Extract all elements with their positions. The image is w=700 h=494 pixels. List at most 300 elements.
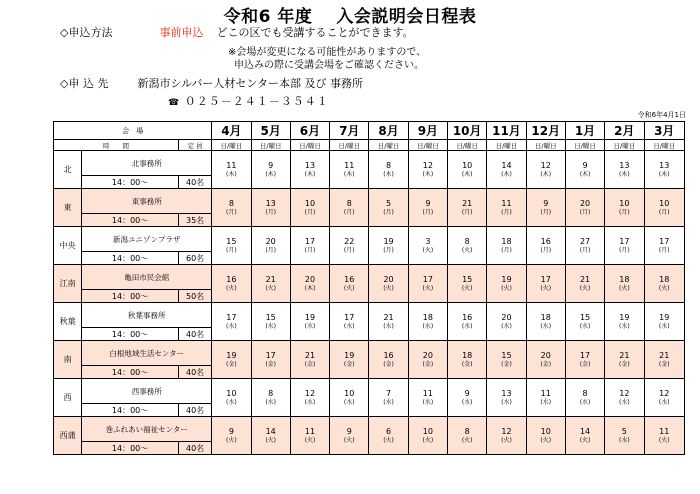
date-cell	[565, 417, 604, 455]
date-cell	[212, 379, 251, 417]
date-weekday: (火)	[658, 284, 670, 292]
date-weekday: (木)	[579, 170, 591, 178]
date-weekday: (火)	[422, 284, 434, 292]
date-day: 16	[540, 236, 551, 246]
date-day: 20	[540, 350, 551, 360]
venue-cell: 秋葉事務所	[82, 303, 212, 328]
date-cell	[605, 151, 644, 189]
date-cell	[605, 417, 644, 455]
date-day: 19	[619, 312, 630, 322]
date-day: 12	[540, 160, 551, 170]
table-row	[54, 379, 685, 404]
date-cell	[251, 379, 290, 417]
date-day: 10	[619, 198, 630, 208]
capacity-cell: 40名	[178, 328, 211, 341]
date-weekday: (月)	[579, 246, 591, 254]
date-day: 17	[659, 236, 670, 246]
table-row	[54, 151, 685, 176]
date-weekday: (月)	[501, 246, 512, 254]
date-weekday: (金)	[383, 360, 394, 368]
apply-method-highlight: 事前申込	[159, 26, 204, 39]
date-weekday: (木)	[658, 170, 670, 178]
date-day: 9	[346, 426, 352, 436]
date-cell	[448, 341, 487, 379]
date-cell	[212, 151, 251, 189]
date-cell	[526, 265, 565, 303]
weekday-header: 日/曜日	[644, 140, 685, 151]
date-cell	[290, 227, 329, 265]
apply-to-text: 新潟市シルバー人材センター本部 及び 事務所	[137, 77, 363, 90]
date-cell	[644, 151, 685, 189]
date-cell	[330, 227, 369, 265]
date-day: 12	[659, 388, 670, 398]
month-header: 4月	[212, 122, 251, 140]
date-cell	[565, 379, 604, 417]
date-cell	[212, 227, 251, 265]
date-cell	[487, 379, 526, 417]
date-day: 5	[621, 426, 627, 436]
weekday-header: 日/曜日	[408, 140, 447, 151]
date-day: 10	[304, 198, 316, 208]
date-cell	[487, 303, 526, 341]
date-cell	[565, 227, 604, 265]
date-day: 18	[501, 236, 512, 246]
date-weekday: (水)	[265, 398, 277, 406]
month-header: 12月	[526, 122, 565, 140]
apply-method-label: ◇申込方法	[60, 26, 113, 39]
date-day: 3	[425, 236, 431, 246]
date-cell	[369, 151, 408, 189]
date-cell	[369, 227, 408, 265]
date-day: 11	[422, 388, 433, 398]
date-weekday: (木)	[422, 170, 434, 178]
date-day: 9	[425, 198, 431, 208]
date-day: 9	[268, 160, 274, 170]
date-cell	[644, 341, 685, 379]
date-cell	[526, 379, 565, 417]
header-row-months	[54, 122, 685, 140]
date-day: 9	[228, 426, 234, 436]
date-day: 13	[659, 160, 670, 170]
date-day: 7	[386, 388, 392, 398]
date-day: 11	[344, 160, 355, 170]
date-cell	[605, 189, 644, 227]
date-weekday: (月)	[619, 208, 630, 216]
date-day: 17	[422, 274, 433, 284]
date-cell	[251, 189, 290, 227]
date-day: 9	[582, 160, 588, 170]
date-cell	[330, 341, 369, 379]
date-day: 18	[619, 274, 630, 284]
weekday-header: 日/曜日	[526, 140, 565, 151]
date-day: 22	[344, 236, 355, 246]
venue-cell: 西事務所	[82, 379, 212, 404]
date-weekday: (水)	[343, 398, 355, 406]
date-day: 21	[383, 312, 394, 322]
venue-cell: 新潟ユニゾンプラザ	[82, 227, 212, 252]
area-cell: 東	[54, 189, 82, 227]
date-cell	[290, 417, 329, 455]
date-cell	[448, 151, 487, 189]
date-weekday: (火)	[461, 284, 473, 292]
date-weekday: (水)	[619, 436, 630, 444]
date-cell	[369, 379, 408, 417]
date-cell	[290, 265, 329, 303]
date-cell	[605, 379, 644, 417]
date-day: 15	[462, 274, 473, 284]
weekday-header: 日/曜日	[251, 140, 290, 151]
date-weekday: (水)	[461, 398, 473, 406]
date-day: 19	[344, 350, 355, 360]
date-cell	[565, 189, 604, 227]
time-cell: 14：00～	[82, 404, 179, 417]
month-header: 5月	[251, 122, 290, 140]
date-cell	[644, 227, 685, 265]
date-weekday: (火)	[226, 436, 237, 444]
date-day: 15	[226, 236, 237, 246]
date-day: 21	[619, 350, 630, 360]
date-weekday: (月)	[265, 246, 277, 254]
date-cell	[526, 189, 565, 227]
date-day: 20	[579, 198, 591, 208]
date-weekday: (金)	[422, 360, 434, 368]
date-day: 21	[659, 350, 670, 360]
date-weekday: (木)	[265, 170, 277, 178]
weekday-header: 日/曜日	[212, 140, 251, 151]
phone-number: ０２５－２４１－３５４１	[184, 95, 329, 108]
weekday-header: 日/曜日	[369, 140, 408, 151]
date-cell	[448, 189, 487, 227]
date-day: 18	[659, 274, 670, 284]
date-cell	[212, 417, 251, 455]
header-row-sub	[54, 140, 685, 151]
date-cell	[290, 341, 329, 379]
date-weekday: (火)	[422, 436, 434, 444]
date-cell	[290, 303, 329, 341]
date-weekday: (月)	[383, 246, 394, 254]
schedule-table-body	[54, 122, 685, 455]
area-cell: 西	[54, 379, 82, 417]
date-cell	[487, 265, 526, 303]
date-day: 13	[265, 198, 276, 208]
date-day: 13	[619, 160, 630, 170]
date-cell	[408, 417, 447, 455]
date-day: 11	[659, 426, 670, 436]
date-day: 8	[268, 388, 274, 398]
date-day: 17	[304, 236, 316, 246]
date-weekday: (金)	[265, 360, 277, 368]
month-header: 6月	[290, 122, 329, 140]
time-cell: 14：00～	[82, 252, 179, 265]
date-weekday: (火)	[501, 436, 512, 444]
date-day: 18	[462, 350, 473, 360]
date-day: 20	[265, 236, 276, 246]
time-cell: 14：00～	[82, 366, 179, 379]
date-weekday: (木)	[461, 170, 473, 178]
apply-method-text: どこの区でも受講することができます。	[216, 26, 414, 39]
date-cell	[448, 227, 487, 265]
date-day: 17	[344, 312, 355, 322]
date-weekday: (火)	[383, 436, 394, 444]
date-day: 16	[344, 274, 355, 284]
date-cell	[251, 265, 290, 303]
date-day: 27	[579, 236, 591, 246]
date-cell	[251, 303, 290, 341]
date-cell	[212, 341, 251, 379]
date-day: 11	[501, 198, 512, 208]
date-weekday: (月)	[501, 208, 512, 216]
apply-to-label: ◇申 込 先	[60, 77, 109, 90]
venue-cell: 白根地域生活センター	[82, 341, 212, 366]
date-cell	[330, 189, 369, 227]
date-weekday: (木)	[540, 170, 552, 178]
date-day: 10	[226, 388, 237, 398]
date-day: 8	[464, 426, 470, 436]
date-weekday: (水)	[619, 322, 630, 330]
capacity-header: 定 員	[178, 140, 211, 151]
table-row	[54, 417, 685, 442]
date-day: 19	[501, 274, 512, 284]
date-cell	[487, 151, 526, 189]
area-cell: 江南	[54, 265, 82, 303]
date-day: 12	[619, 388, 630, 398]
area-cell: 中央	[54, 227, 82, 265]
date-day: 17	[619, 236, 630, 246]
date-cell	[330, 303, 369, 341]
date-day: 17	[540, 274, 551, 284]
date-day: 21	[304, 350, 316, 360]
date-weekday: (火)	[658, 436, 670, 444]
date-weekday: (月)	[658, 208, 670, 216]
date-cell	[330, 151, 369, 189]
month-header: 11月	[487, 122, 526, 140]
date-weekday: (月)	[226, 208, 237, 216]
time-cell: 14：00～	[82, 290, 179, 303]
date-weekday: (水)	[540, 322, 552, 330]
date-weekday: (火)	[343, 436, 355, 444]
date-weekday: (火)	[619, 284, 630, 292]
date-day: 8	[464, 236, 470, 246]
date-cell	[487, 341, 526, 379]
date-cell	[408, 151, 447, 189]
issue-date: 令和6年4月1日	[637, 111, 686, 119]
area-cell: 秋葉	[54, 303, 82, 341]
date-weekday: (月)	[343, 246, 355, 254]
date-cell	[605, 265, 644, 303]
date-cell	[251, 341, 290, 379]
page-title: 令和6 年度 入会説明会日程表	[223, 7, 477, 27]
date-weekday: (金)	[501, 360, 512, 368]
date-weekday: (火)	[461, 246, 473, 254]
date-cell	[251, 227, 290, 265]
month-header: 2月	[605, 122, 644, 140]
date-cell	[251, 417, 290, 455]
date-cell	[605, 303, 644, 341]
date-weekday: (水)	[658, 398, 670, 406]
table-row	[54, 341, 685, 366]
date-cell	[448, 417, 487, 455]
date-day: 18	[540, 312, 551, 322]
time-cell: 14：00～	[82, 214, 179, 227]
date-weekday: (水)	[265, 322, 277, 330]
date-day: 20	[383, 274, 394, 284]
date-day: 19	[659, 312, 670, 322]
date-cell	[605, 341, 644, 379]
phone-line	[168, 93, 329, 109]
notice-line-2: 申込みの際に受講会場をご確認ください。	[234, 60, 424, 71]
date-day: 16	[226, 274, 237, 284]
date-day: 10	[462, 160, 473, 170]
date-cell	[251, 151, 290, 189]
capacity-cell: 50名	[178, 290, 211, 303]
date-day: 15	[501, 350, 512, 360]
date-cell	[448, 303, 487, 341]
date-cell	[565, 265, 604, 303]
date-cell	[526, 417, 565, 455]
date-weekday: (月)	[658, 246, 670, 254]
date-cell	[408, 379, 447, 417]
date-day: 17	[579, 350, 591, 360]
date-weekday: (水)	[383, 398, 394, 406]
date-weekday: (火)	[422, 246, 434, 254]
date-day: 17	[265, 350, 276, 360]
date-cell	[605, 227, 644, 265]
month-header: 8月	[369, 122, 408, 140]
date-cell	[330, 417, 369, 455]
date-weekday: (水)	[383, 322, 394, 330]
date-weekday: (火)	[265, 284, 277, 292]
date-weekday: (水)	[422, 398, 434, 406]
date-cell	[212, 265, 251, 303]
date-cell	[448, 379, 487, 417]
date-cell	[408, 303, 447, 341]
date-weekday: (火)	[579, 284, 591, 292]
date-weekday: (金)	[540, 360, 552, 368]
date-cell	[565, 151, 604, 189]
weekday-header: 日/曜日	[605, 140, 644, 151]
apply-method-line	[60, 24, 414, 40]
notice-line-1: ※会場が変更になる可能性がありますので、	[228, 47, 427, 58]
area-cell: 北	[54, 151, 82, 189]
date-cell	[644, 265, 685, 303]
date-day: 6	[386, 426, 392, 436]
date-cell	[526, 303, 565, 341]
date-day: 10	[344, 388, 355, 398]
date-day: 12	[422, 160, 433, 170]
date-weekday: (火)	[265, 436, 277, 444]
date-weekday: (月)	[304, 208, 316, 216]
date-weekday: (木)	[304, 170, 316, 178]
date-day: 11	[304, 426, 316, 436]
date-cell	[487, 189, 526, 227]
date-day: 19	[304, 312, 316, 322]
date-weekday: (水)	[540, 398, 552, 406]
date-day: 8	[228, 198, 234, 208]
date-day: 14	[579, 426, 591, 436]
table-row	[54, 303, 685, 328]
month-header: 7月	[330, 122, 369, 140]
phone-icon: ☎	[168, 98, 181, 108]
date-cell	[369, 417, 408, 455]
date-weekday: (水)	[658, 322, 670, 330]
date-weekday: (水)	[226, 398, 237, 406]
date-weekday: (水)	[619, 398, 630, 406]
date-weekday: (月)	[619, 246, 630, 254]
date-weekday: (水)	[579, 398, 591, 406]
venue-cell: 東事務所	[82, 189, 212, 214]
date-weekday: (木)	[226, 170, 237, 178]
date-day: 19	[383, 236, 394, 246]
date-weekday: (木)	[304, 284, 316, 292]
date-day: 8	[582, 388, 588, 398]
date-weekday: (金)	[619, 360, 630, 368]
month-header: 10月	[448, 122, 487, 140]
date-weekday: (木)	[383, 170, 394, 178]
date-cell	[644, 379, 685, 417]
date-weekday: (火)	[579, 436, 591, 444]
date-cell	[212, 303, 251, 341]
date-weekday: (月)	[422, 208, 434, 216]
table-row	[54, 227, 685, 252]
date-day: 21	[579, 274, 591, 284]
date-weekday: (火)	[304, 436, 316, 444]
venue-header: 会 場	[54, 122, 212, 140]
date-day: 19	[226, 350, 237, 360]
date-cell	[408, 227, 447, 265]
date-weekday: (火)	[540, 436, 552, 444]
date-day: 15	[265, 312, 276, 322]
month-header: 9月	[408, 122, 447, 140]
date-weekday: (月)	[343, 208, 355, 216]
date-weekday: (金)	[226, 360, 237, 368]
date-cell	[369, 265, 408, 303]
capacity-cell: 40名	[178, 176, 211, 189]
date-cell	[290, 151, 329, 189]
date-day: 10	[659, 198, 670, 208]
date-weekday: (火)	[540, 284, 552, 292]
date-weekday: (水)	[579, 322, 591, 330]
venue-cell: 北事務所	[82, 151, 212, 176]
date-day: 13	[304, 160, 316, 170]
date-day: 18	[422, 312, 433, 322]
date-weekday: (水)	[422, 322, 434, 330]
date-weekday: (火)	[343, 284, 355, 292]
date-weekday: (月)	[226, 246, 237, 254]
date-cell	[369, 341, 408, 379]
date-cell	[290, 379, 329, 417]
date-day: 9	[464, 388, 470, 398]
month-header: 1月	[565, 122, 604, 140]
date-weekday: (火)	[461, 436, 473, 444]
date-weekday: (水)	[226, 322, 237, 330]
date-weekday: (金)	[579, 360, 591, 368]
date-day: 21	[462, 198, 473, 208]
date-weekday: (月)	[461, 208, 473, 216]
date-weekday: (月)	[383, 208, 394, 216]
date-cell	[526, 341, 565, 379]
date-cell	[408, 189, 447, 227]
date-cell	[408, 341, 447, 379]
date-weekday: (水)	[501, 322, 512, 330]
date-day: 17	[226, 312, 237, 322]
date-cell	[644, 417, 685, 455]
area-cell: 南	[54, 341, 82, 379]
date-day: 13	[501, 388, 512, 398]
date-cell	[487, 417, 526, 455]
venue-cell: 巻ふれあい福祉センター	[82, 417, 212, 442]
capacity-cell: 40名	[178, 366, 211, 379]
date-day: 15	[579, 312, 591, 322]
